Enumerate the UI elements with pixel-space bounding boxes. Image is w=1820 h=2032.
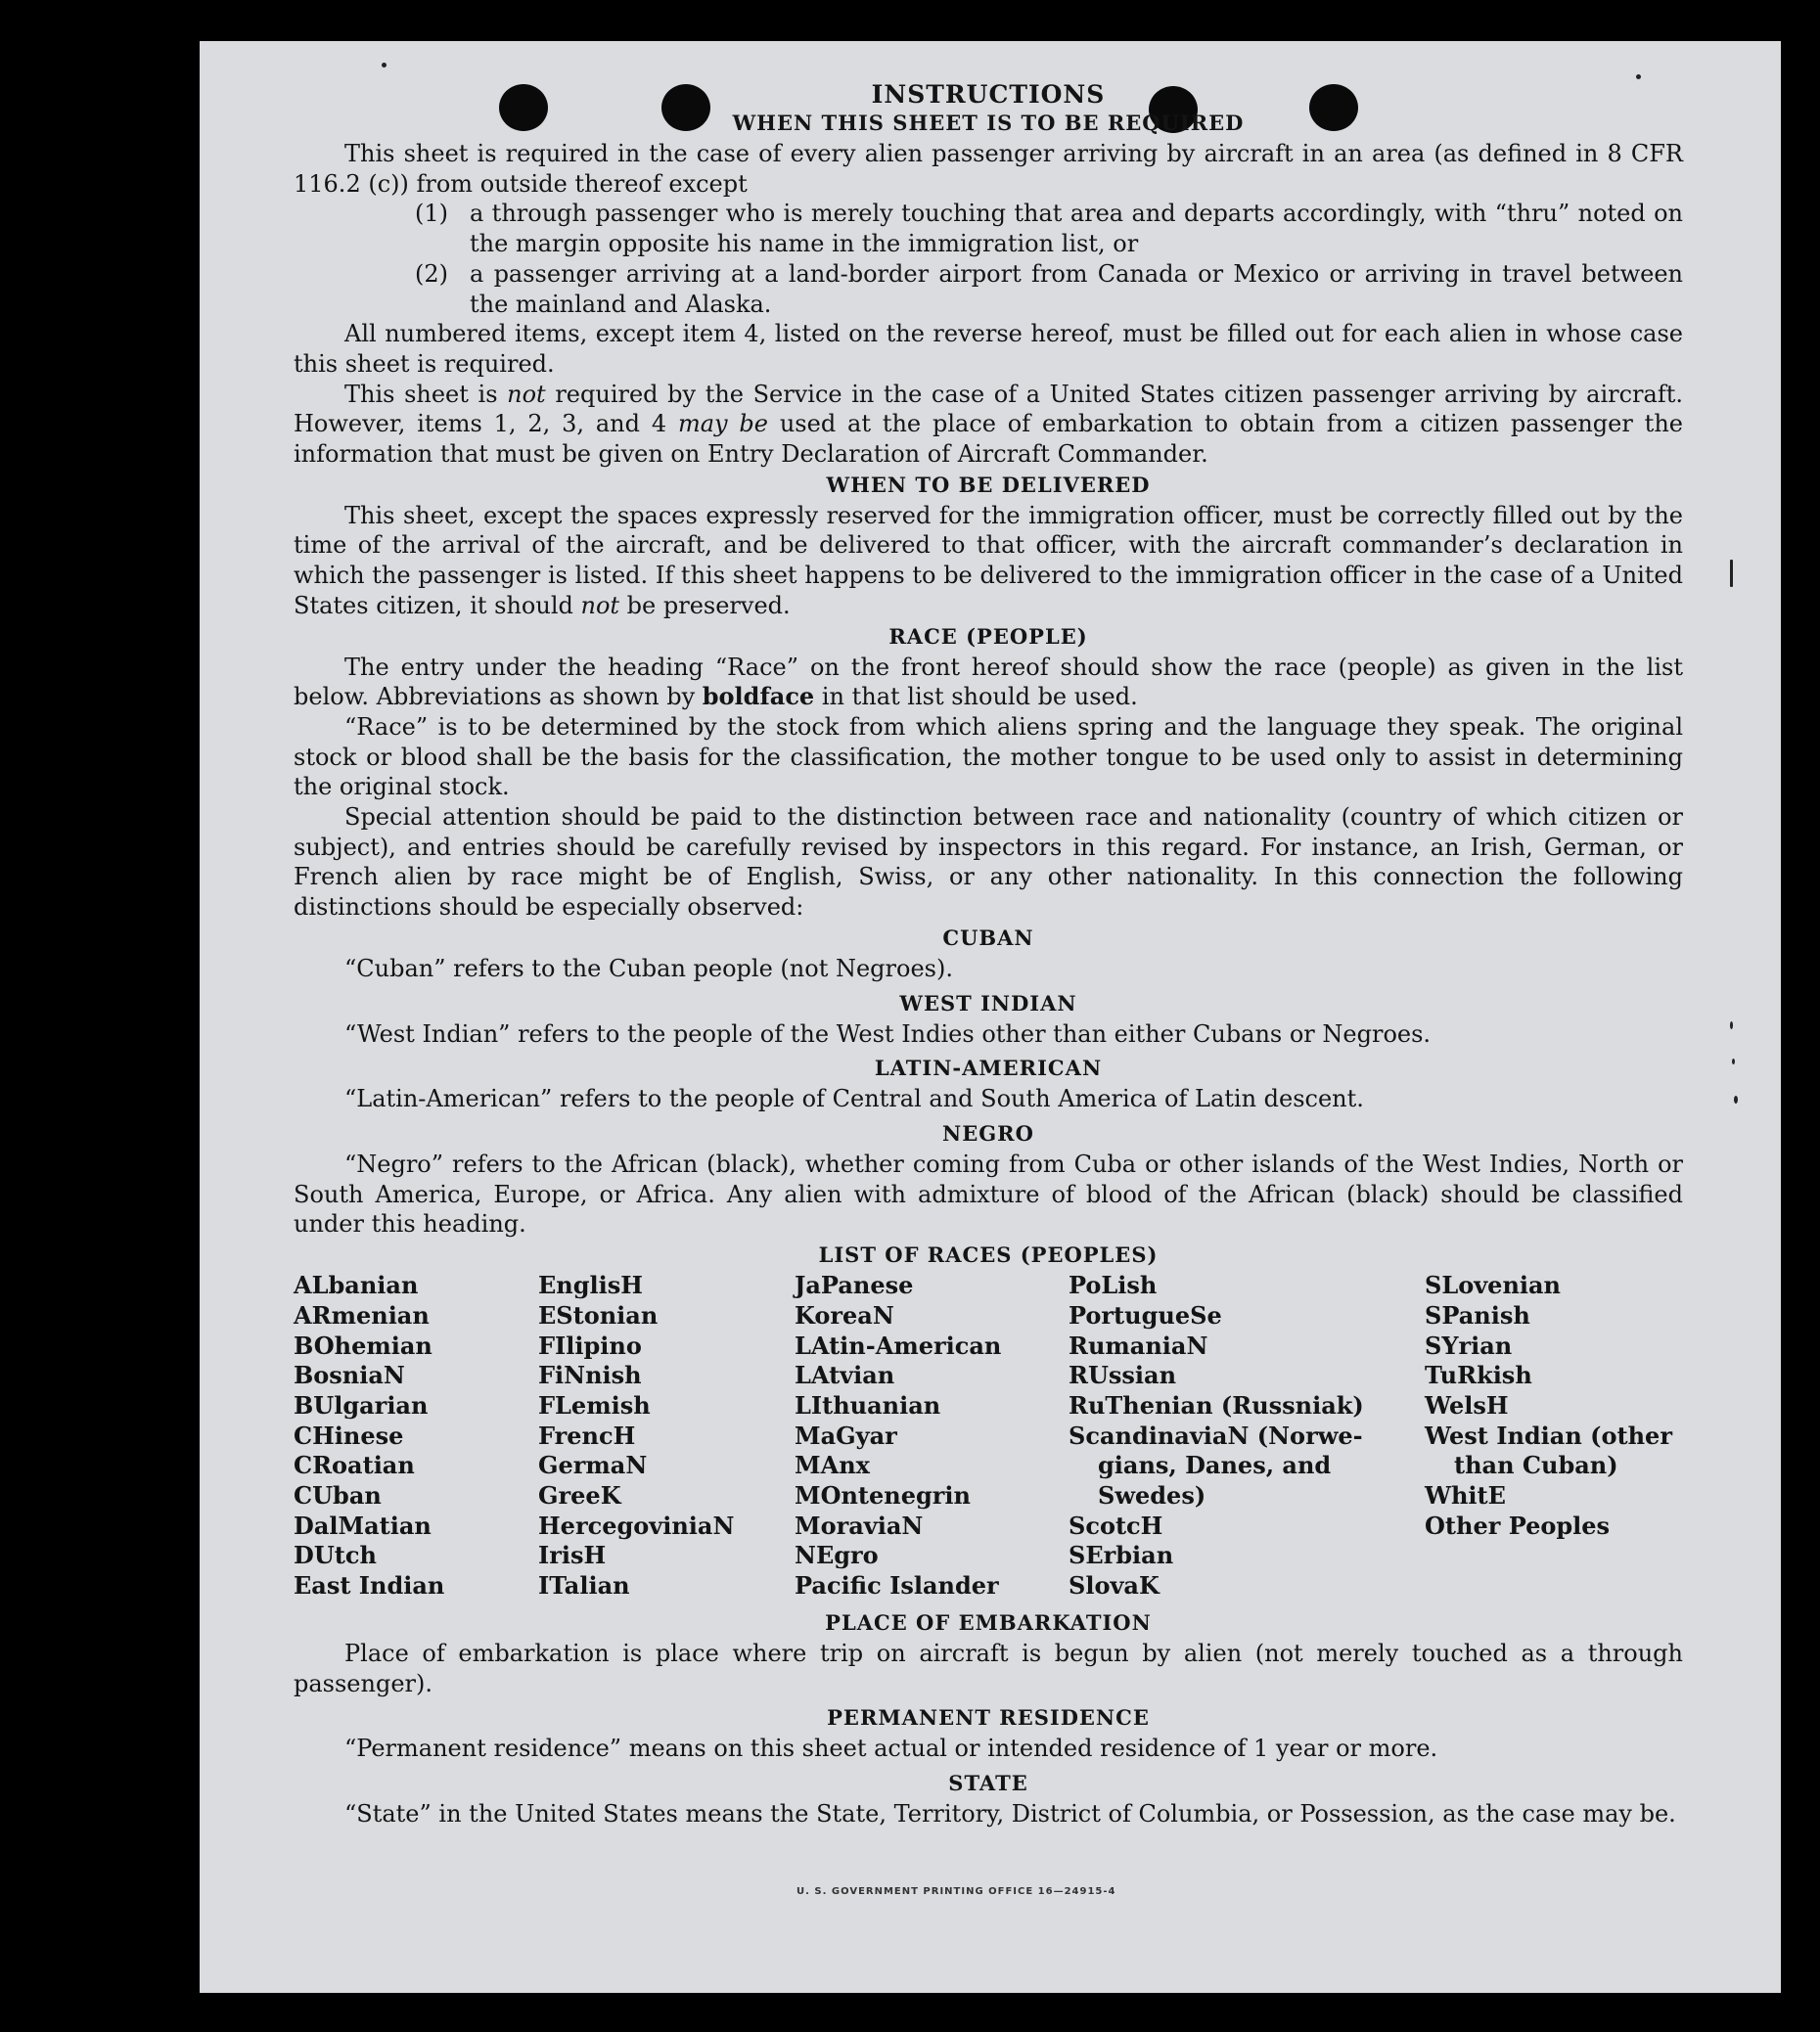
- race-entry: [294, 1271, 538, 1301]
- race-text: inese: [334, 1421, 404, 1450]
- race-text: P: [820, 1271, 839, 1300]
- speck: [1636, 74, 1641, 79]
- paragraph-delivered: [294, 501, 1683, 621]
- race-entry: [1425, 1391, 1683, 1422]
- race-text: rian: [1458, 1331, 1513, 1360]
- race-abbrev: atian: [364, 1511, 432, 1540]
- race-entry: [795, 1391, 1069, 1422]
- section-heading-required: WHEN THIS SHEET IS TO BE REQUIRED: [732, 111, 1245, 135]
- race-entry: [795, 1361, 1069, 1391]
- text-span: used at the place of embarkation to obtain from a citizen passenger the information that must be given on Entry Declaration of Aircraft Commander.: [294, 410, 1683, 469]
- race-text: lipino: [566, 1331, 642, 1360]
- race-entry: [294, 1422, 538, 1452]
- race-abbrev: Dal: [294, 1511, 339, 1540]
- race-entry: [294, 1512, 538, 1542]
- race-entry: [1069, 1451, 1425, 1481]
- paragraph-race-3: Special attention should be paid to the distinction between race and nationality (country of which citizen or subject), and entries should be carefully revised by inspectors in this regard. For instance, an Irish, German, or French alien by race might be of English, Swiss, or any other nationality. In this connection the following distinctions should be especially observed:: [294, 803, 1683, 922]
- section-heading-state: STATE: [948, 1770, 1028, 1795]
- race-text: gro: [834, 1541, 879, 1570]
- race-abbrev: FI: [538, 1331, 567, 1360]
- race-text: lgarian: [334, 1390, 429, 1420]
- race-abbrev: Wels: [1425, 1390, 1486, 1420]
- section-heading-delivered: WHEN TO BE DELIVERED: [826, 472, 1151, 497]
- race-entry: [538, 1391, 795, 1422]
- race-text: thuanian: [822, 1390, 941, 1420]
- race-entry: [294, 1451, 538, 1481]
- race-text: H: [1485, 1390, 1509, 1420]
- race-text: K: [600, 1481, 621, 1511]
- race-text: S: [1190, 1300, 1207, 1330]
- item-text: a passenger arriving at a land-border airport from Canada or Mexico or arriving in travel between the mainland and Alaska.: [470, 259, 1683, 318]
- race-abbrev: Portugue: [1069, 1300, 1191, 1330]
- race-abbrev: LI: [795, 1390, 823, 1420]
- race-abbrev: CU: [294, 1481, 334, 1511]
- race-text: K: [1138, 1571, 1160, 1601]
- section-heading-west-indian: WEST INDIAN: [899, 990, 1077, 1016]
- race-text: alian: [564, 1571, 630, 1601]
- race-entry: [1069, 1512, 1425, 1542]
- races-list: [294, 1271, 1683, 1602]
- race-entry: [1425, 1271, 1683, 1301]
- race-entry: [538, 1361, 795, 1391]
- race-text: oatian: [332, 1451, 415, 1480]
- race-abbrev: BO: [294, 1331, 335, 1360]
- race-entry: [294, 1332, 538, 1362]
- race-abbrev: Ru: [1069, 1390, 1106, 1420]
- races-column-5: [1425, 1271, 1683, 1602]
- race-entry: [1425, 1481, 1683, 1512]
- race-entry: [795, 1541, 1069, 1571]
- races-column-4: [1069, 1271, 1425, 1602]
- race-text: N: [564, 1361, 586, 1390]
- race-entry: [538, 1512, 795, 1542]
- race-text: Other Peoples: [1425, 1511, 1611, 1540]
- race-abbrev: ish: [1117, 1271, 1158, 1300]
- list-item: [294, 199, 1683, 258]
- race-text: menian: [331, 1300, 430, 1330]
- race-entry: [294, 1481, 538, 1512]
- race-abbrev: MO: [795, 1481, 842, 1511]
- section-heading-cuban: CUBAN: [942, 925, 1034, 950]
- races-column-2: [538, 1271, 795, 1602]
- race-text: tin-American: [829, 1331, 1002, 1360]
- race-text: ovenian: [1458, 1271, 1562, 1300]
- race-text: T: [1105, 1390, 1123, 1420]
- emphasis: not: [507, 380, 546, 408]
- race-text: H: [613, 1421, 636, 1450]
- race-text: gians, Danes, and: [1098, 1451, 1332, 1480]
- race-abbrev: (Norwe-: [1249, 1421, 1363, 1450]
- race-abbrev: henian (Russniak): [1122, 1390, 1364, 1420]
- race-text: anish: [1458, 1300, 1530, 1330]
- race-abbrev: Scotc: [1069, 1511, 1141, 1540]
- text-span: This sheet is: [344, 380, 508, 408]
- race-entry: [1425, 1361, 1683, 1391]
- race-text: E: [1487, 1481, 1506, 1511]
- race-text: G: [836, 1421, 856, 1450]
- item-number: (1): [415, 200, 448, 228]
- race-abbrev: AL: [294, 1271, 329, 1300]
- race-text: ssian: [1108, 1361, 1177, 1390]
- race-abbrev: SY: [1425, 1331, 1459, 1360]
- race-text: N: [872, 1300, 894, 1330]
- speck: [382, 63, 387, 68]
- race-text: tvian: [829, 1361, 895, 1390]
- race-abbrev: LA: [795, 1361, 830, 1390]
- race-entry: [294, 1361, 538, 1391]
- race-abbrev: Fi: [538, 1361, 565, 1390]
- emphasis: not: [580, 591, 620, 619]
- race-entry: [1425, 1512, 1683, 1542]
- text-span: required by the Service in the case of a United States citizen passenger arriving by aircraft. However, items 1, 2, 3, and 4: [294, 380, 1683, 438]
- race-entry: [1069, 1332, 1425, 1362]
- printing-office-footer: U. S. GOVERNMENT PRINTING OFFICE 16—24915-4: [796, 1886, 1116, 1897]
- item-text: a through passenger who is merely touching that area and departs accordingly, with “thru” noted on the margin opposite his name in the immigration list, or: [470, 200, 1683, 258]
- race-entry: [538, 1301, 795, 1332]
- paragraph-residence: “Permanent residence” means on this sheet actual or intended residence of 1 year or more.: [344, 1735, 1438, 1763]
- race-text: N: [712, 1511, 735, 1540]
- race-text: H: [620, 1271, 643, 1300]
- race-entry: [538, 1451, 795, 1481]
- race-entry: [795, 1512, 1069, 1542]
- race-entry: [294, 1541, 538, 1571]
- race-text: hemian: [334, 1331, 432, 1360]
- race-abbrev: Rumania: [1069, 1331, 1187, 1360]
- race-abbrev: Scandinavia: [1069, 1421, 1228, 1450]
- race-text: Swedes): [1098, 1481, 1206, 1511]
- race-abbrev: Bosnia: [294, 1361, 384, 1390]
- speck: [1734, 1096, 1738, 1104]
- section-heading-races-list: LIST OF RACES (PEOPLES): [818, 1242, 1159, 1268]
- race-entry: [538, 1422, 795, 1452]
- race-entry: [1069, 1422, 1425, 1452]
- race-text: ban: [333, 1481, 382, 1511]
- race-abbrev: kish: [1477, 1361, 1532, 1390]
- speck: [1730, 1021, 1733, 1029]
- race-abbrev: yar: [855, 1421, 897, 1450]
- race-text: N: [383, 1361, 405, 1390]
- race-entry: [294, 1391, 538, 1422]
- race-text: than Cuban): [1454, 1451, 1618, 1480]
- race-abbrev: NE: [795, 1541, 835, 1570]
- paragraph-embarkation: Place of embarkation is place where trip on aircraft is begun by alien (not merely touched as a through passenger).: [294, 1639, 1683, 1697]
- paragraph-west-indian: “West Indian” refers to the people of the West Indies other than either Cubans or Negroes.: [344, 1019, 1432, 1048]
- race-text: H: [1140, 1511, 1163, 1540]
- race-entry: [795, 1301, 1069, 1332]
- paragraph-required-intro: This sheet is required in the case of every alien passenger arriving by aircraft in an area (as defined in 8 CFR 116.2 (c)) from outside thereof except: [294, 140, 1683, 198]
- race-text: N: [1227, 1421, 1250, 1450]
- race-abbrev: Germa: [538, 1451, 626, 1480]
- race-text: rbian: [1103, 1541, 1174, 1570]
- section-heading-residence: PERMANENT RESIDENCE: [827, 1705, 1150, 1731]
- race-entry: [294, 1301, 538, 1332]
- race-abbrev: Englis: [538, 1271, 621, 1300]
- emphasis: may be: [677, 410, 768, 438]
- section-heading-race: RACE (PEOPLE): [888, 623, 1088, 649]
- race-entry: [795, 1332, 1069, 1362]
- paragraph-citizen: [294, 380, 1683, 470]
- race-entry: [1069, 1271, 1425, 1301]
- race-text: ntenegrin: [841, 1481, 971, 1511]
- race-abbrev: SL: [1425, 1271, 1459, 1300]
- section-heading-latin-american: LATIN-AMERICAN: [874, 1056, 1103, 1081]
- race-abbrev: Tu: [1425, 1361, 1458, 1390]
- race-entry: [1425, 1332, 1683, 1362]
- race-text: nx: [839, 1451, 870, 1480]
- races-column-1: [294, 1271, 538, 1602]
- list-item: [294, 259, 1683, 319]
- race-text: N: [1186, 1331, 1208, 1360]
- race-text: R: [1457, 1361, 1478, 1390]
- text-span: This sheet, except the spaces expressly reserved for the immigration officer, must be correctly filled out by the time of the arrival of the aircraft, and be delivered to that officer, with the aircraft commander’s declaration in which the passenger is listed. If this sheet happens to be delivered to the immigration officer in the case of a United States citizen, it should: [294, 501, 1683, 619]
- race-abbrev: FL: [538, 1390, 571, 1420]
- race-abbrev: LA: [795, 1331, 830, 1360]
- race-abbrev: MA: [795, 1451, 840, 1480]
- race-abbrev: Iris: [538, 1541, 584, 1570]
- race-abbrev: anese: [838, 1271, 914, 1300]
- text-span: in that list should be used.: [814, 683, 1138, 711]
- race-abbrev: CR: [294, 1451, 333, 1480]
- race-abbrev: IT: [538, 1571, 565, 1601]
- section-heading-embarkation: PLACE OF EMBARKATION: [825, 1609, 1152, 1635]
- speck: [1730, 560, 1733, 587]
- race-abbrev: Slova: [1069, 1571, 1139, 1601]
- race-entry: [1069, 1481, 1425, 1512]
- race-text: N: [625, 1451, 648, 1480]
- race-text: tonian: [572, 1300, 659, 1330]
- race-abbrev: AR: [294, 1300, 332, 1330]
- race-abbrev: Po: [1069, 1271, 1102, 1300]
- race-abbrev: Hercegovinia: [538, 1511, 713, 1540]
- race-abbrev: Frenc: [538, 1421, 614, 1450]
- race-entry: [1069, 1541, 1425, 1571]
- page-title: INSTRUCTIONS: [871, 80, 1106, 109]
- race-entry: [538, 1332, 795, 1362]
- race-abbrev: Moravia: [795, 1511, 902, 1540]
- race-entry: [1069, 1571, 1425, 1602]
- race-text: West Indian (other: [1425, 1421, 1672, 1450]
- paragraph-race-1: [294, 653, 1683, 712]
- race-abbrev: BU: [294, 1390, 335, 1420]
- race-entry: [1069, 1301, 1425, 1332]
- race-entry: [795, 1271, 1069, 1301]
- race-abbrev: ES: [538, 1300, 573, 1330]
- race-entry: [538, 1271, 795, 1301]
- race-entry: [1425, 1301, 1683, 1332]
- race-abbrev: Pacific Islander: [795, 1571, 999, 1601]
- race-entry: [538, 1571, 795, 1602]
- races-column-3: [795, 1271, 1069, 1602]
- race-abbrev: SE: [1069, 1541, 1104, 1570]
- race-entry: [795, 1571, 1069, 1602]
- race-text: N: [901, 1511, 924, 1540]
- paragraph-state: “State” in the United States means the State, Territory, District of Columbia, or Possession, as the case may be.: [344, 1799, 1676, 1828]
- race-entry: [1069, 1361, 1425, 1391]
- race-abbrev: RU: [1069, 1361, 1109, 1390]
- race-entry: [795, 1481, 1069, 1512]
- race-abbrev: Korea: [795, 1300, 873, 1330]
- race-text: emish: [570, 1390, 651, 1420]
- race-abbrev: DU: [294, 1541, 335, 1570]
- race-abbrev: CH: [294, 1421, 335, 1450]
- race-text: tch: [334, 1541, 377, 1570]
- race-abbrev: SP: [1425, 1300, 1459, 1330]
- text-span: be preserved.: [619, 591, 791, 619]
- race-entry: [795, 1422, 1069, 1452]
- race-abbrev: e: [1206, 1300, 1222, 1330]
- race-abbrev: Gree: [538, 1481, 601, 1511]
- section-heading-negro: NEGRO: [942, 1120, 1034, 1146]
- speck: [1732, 1059, 1735, 1064]
- item-number: (2): [415, 259, 448, 288]
- text-span: The entry under the heading “Race” on the front hereof should show the race (people) as given in the list below. Abbreviations as shown by: [294, 653, 1683, 711]
- race-text: M: [338, 1511, 365, 1540]
- paragraph-latin-american: “Latin-American” refers to the people of Central and South America of Latin descent.: [344, 1085, 1364, 1113]
- race-abbrev: Ja: [795, 1271, 821, 1300]
- race-abbrev: Ma: [795, 1421, 837, 1450]
- race-entry: [1425, 1422, 1683, 1452]
- race-entry: [294, 1571, 538, 1602]
- race-text: H: [583, 1541, 607, 1570]
- bold-text: boldface: [702, 682, 815, 711]
- race-entry: [1069, 1391, 1425, 1422]
- race-abbrev: Whit: [1425, 1481, 1488, 1511]
- instructions-content: [294, 80, 1683, 1829]
- race-entry: [538, 1541, 795, 1571]
- race-abbrev: East Indian: [294, 1571, 445, 1601]
- race-abbrev: nish: [585, 1361, 642, 1390]
- race-entry: [1425, 1451, 1683, 1481]
- paragraph-negro: “Negro” refers to the African (black), whether coming from Cuba or other islands of the West Indies, North or South America, Europe, or Africa. Any alien with admixture of blood of the African (black) should be classified under this heading.: [294, 1150, 1683, 1239]
- paragraph-numbered-items: All numbered items, except item 4, listed on the reverse hereof, must be filled out for each alien in whose case this sheet is required.: [294, 320, 1683, 378]
- paragraph-race-2: “Race” is to be determined by the stock from which aliens spring and the language they speak. The original stock or blood shall be the basis for the classification, the mother tongue to be used only to assist in determining the original stock.: [294, 712, 1683, 801]
- race-text: L: [1101, 1271, 1118, 1300]
- race-entry: [795, 1451, 1069, 1481]
- race-text: banian: [328, 1271, 419, 1300]
- paragraph-cuban: “Cuban” refers to the Cuban people (not Negroes).: [344, 954, 953, 982]
- race-entry: [538, 1481, 795, 1512]
